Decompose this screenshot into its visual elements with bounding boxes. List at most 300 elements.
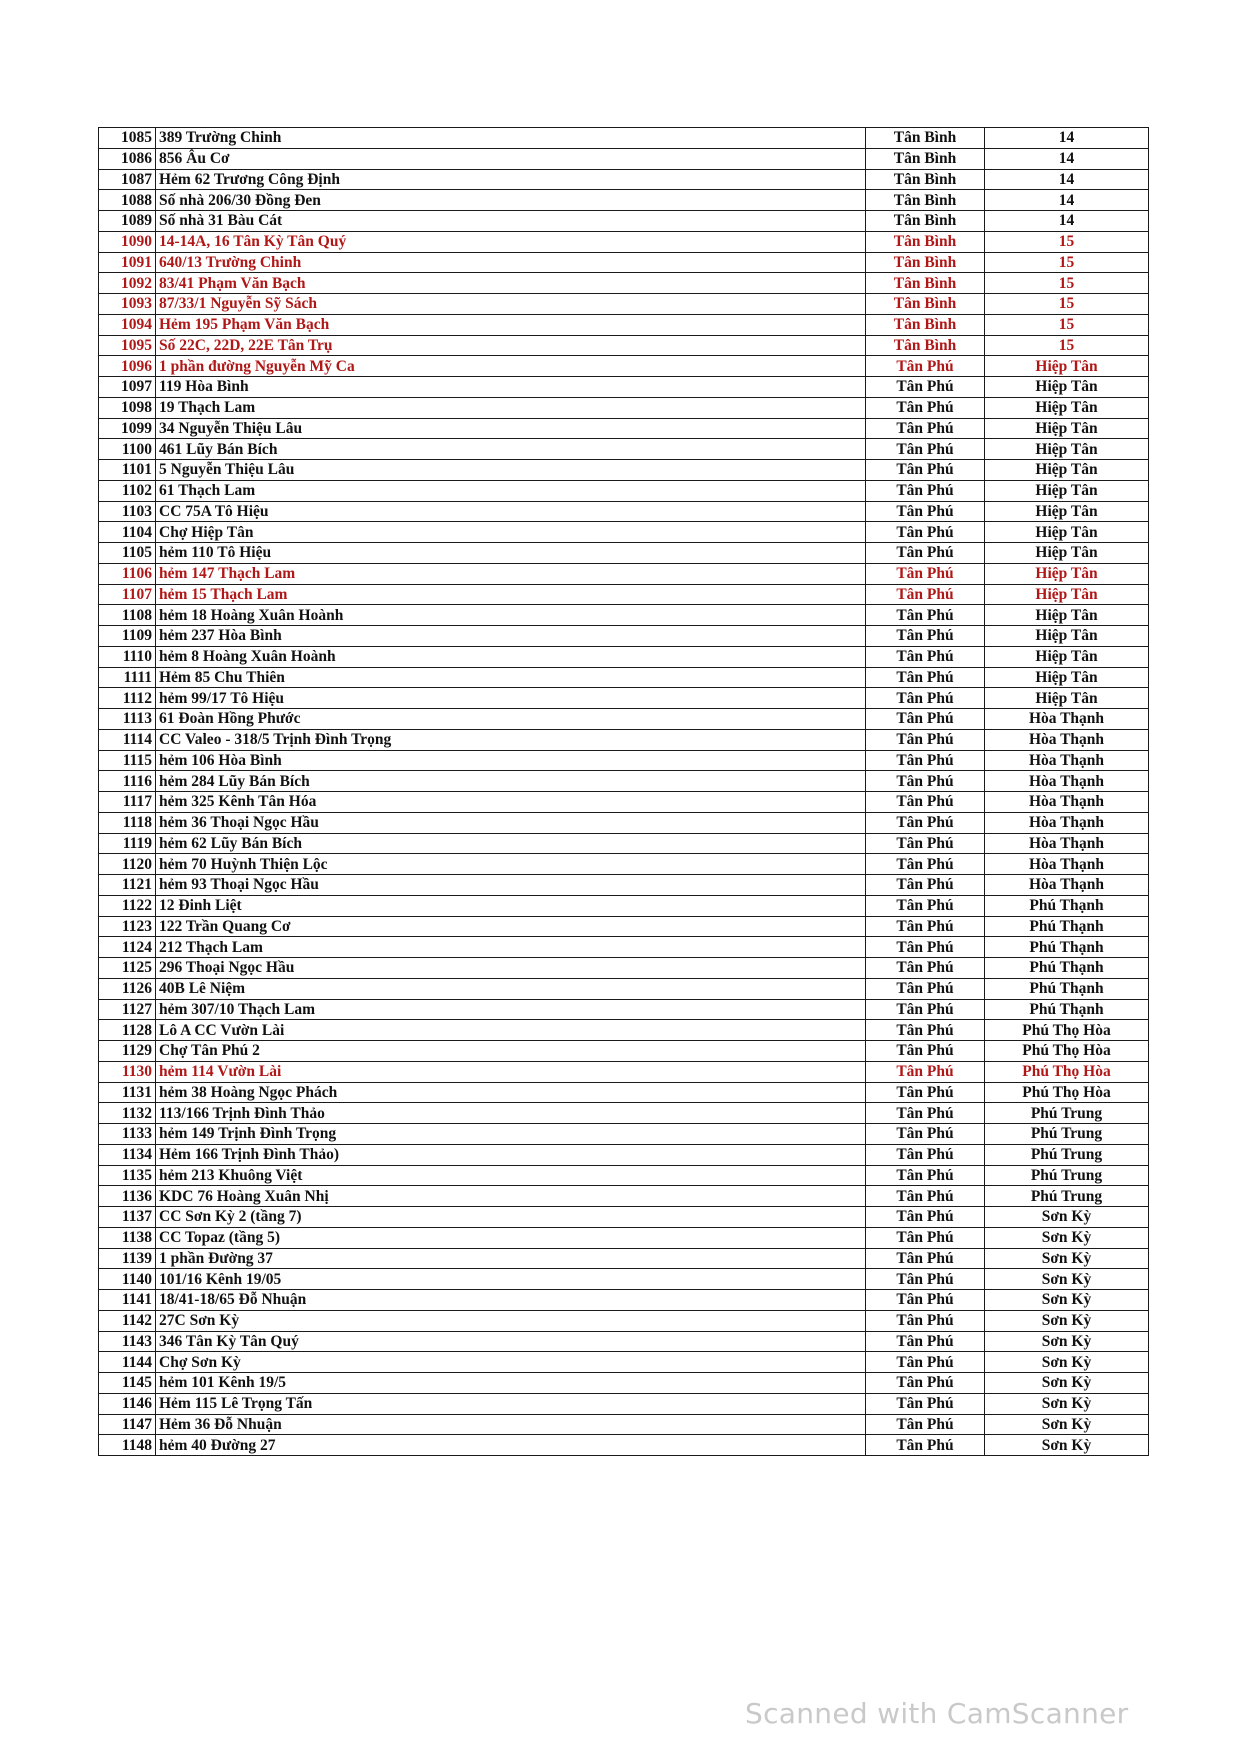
- row-number-cell: 1122: [99, 895, 156, 916]
- ward-cell: 14: [985, 128, 1149, 149]
- address-cell: 87/33/1 Nguyễn Sỹ Sách: [156, 294, 866, 315]
- table-row: [99, 1435, 1149, 1456]
- address-cell: 346 Tân Kỳ Tân Quý: [156, 1331, 866, 1352]
- ward-cell: Hiệp Tân: [985, 626, 1149, 647]
- ward-cell: 14: [985, 211, 1149, 232]
- district-cell: Tân Phú: [866, 1373, 985, 1394]
- address-cell: hẻm 18 Hoàng Xuân Hoành: [156, 605, 866, 626]
- ward-cell: Sơn Kỳ: [985, 1352, 1149, 1373]
- table-row: [99, 335, 1149, 356]
- row-number-cell: 1094: [99, 314, 156, 335]
- row-number-cell: 1087: [99, 169, 156, 190]
- ward-cell: 15: [985, 273, 1149, 294]
- address-cell: 640/13 Trường Chinh: [156, 252, 866, 273]
- table-row: [99, 667, 1149, 688]
- row-number-cell: 1146: [99, 1393, 156, 1414]
- address-table: [98, 127, 1149, 1456]
- row-number-cell: 1117: [99, 792, 156, 813]
- district-cell: Tân Phú: [866, 667, 985, 688]
- row-number-cell: 1109: [99, 626, 156, 647]
- table-row: [99, 812, 1149, 833]
- district-cell: Tân Phú: [866, 937, 985, 958]
- district-cell: Tân Phú: [866, 875, 985, 896]
- row-number-cell: 1111: [99, 667, 156, 688]
- district-cell: Tân Phú: [866, 1352, 985, 1373]
- row-number-cell: 1120: [99, 854, 156, 875]
- ward-cell: Sơn Kỳ: [985, 1393, 1149, 1414]
- district-cell: Tân Phú: [866, 916, 985, 937]
- row-number-cell: 1123: [99, 916, 156, 937]
- ward-cell: Hiệp Tân: [985, 605, 1149, 626]
- row-number-cell: 1139: [99, 1248, 156, 1269]
- row-number-cell: 1096: [99, 356, 156, 377]
- ward-cell: Sơn Kỳ: [985, 1248, 1149, 1269]
- ward-cell: Sơn Kỳ: [985, 1331, 1149, 1352]
- row-number-cell: 1114: [99, 729, 156, 750]
- row-number-cell: 1145: [99, 1373, 156, 1394]
- address-cell: 389 Trường Chinh: [156, 128, 866, 149]
- table-row: [99, 771, 1149, 792]
- district-cell: Tân Phú: [866, 1144, 985, 1165]
- table-row: [99, 1165, 1149, 1186]
- district-cell: Tân Phú: [866, 522, 985, 543]
- row-number-cell: 1131: [99, 1082, 156, 1103]
- ward-cell: Phú Trung: [985, 1124, 1149, 1145]
- ward-cell: 14: [985, 169, 1149, 190]
- row-number-cell: 1118: [99, 812, 156, 833]
- table-row: [99, 1248, 1149, 1269]
- address-cell: Hẻm 85 Chu Thiên: [156, 667, 866, 688]
- table-row: [99, 978, 1149, 999]
- ward-cell: Sơn Kỳ: [985, 1373, 1149, 1394]
- district-cell: Tân Phú: [866, 833, 985, 854]
- row-number-cell: 1110: [99, 646, 156, 667]
- table-row: [99, 605, 1149, 626]
- ward-cell: Phú Trung: [985, 1144, 1149, 1165]
- row-number-cell: 1097: [99, 377, 156, 398]
- table-row: [99, 729, 1149, 750]
- row-number-cell: 1129: [99, 1041, 156, 1062]
- table-row: [99, 522, 1149, 543]
- table-row: [99, 1310, 1149, 1331]
- table-row: [99, 646, 1149, 667]
- row-number-cell: 1107: [99, 584, 156, 605]
- address-cell: Chợ Sơn Kỳ: [156, 1352, 866, 1373]
- table-row: [99, 128, 1149, 149]
- address-cell: 61 Thạch Lam: [156, 480, 866, 501]
- address-cell: Lô A CC Vườn Lài: [156, 1020, 866, 1041]
- district-cell: Tân Bình: [866, 148, 985, 169]
- row-number-cell: 1144: [99, 1352, 156, 1373]
- ward-cell: Phú Trung: [985, 1165, 1149, 1186]
- address-cell: hẻm 38 Hoàng Ngọc Phách: [156, 1082, 866, 1103]
- row-number-cell: 1103: [99, 501, 156, 522]
- table-row: [99, 916, 1149, 937]
- ward-cell: Hiệp Tân: [985, 646, 1149, 667]
- row-number-cell: 1148: [99, 1435, 156, 1456]
- row-number-cell: 1093: [99, 294, 156, 315]
- ward-cell: Hiệp Tân: [985, 522, 1149, 543]
- address-cell: Số 22C, 22D, 22E Tân Trụ: [156, 335, 866, 356]
- table-row: [99, 1352, 1149, 1373]
- ward-cell: Hiệp Tân: [985, 667, 1149, 688]
- address-cell: hẻm 237 Hòa Bình: [156, 626, 866, 647]
- ward-cell: Hiệp Tân: [985, 397, 1149, 418]
- ward-cell: 14: [985, 190, 1149, 211]
- district-cell: Tân Phú: [866, 1061, 985, 1082]
- address-cell: hẻm 62 Lũy Bán Bích: [156, 833, 866, 854]
- address-cell: 113/166 Trịnh Đình Thảo: [156, 1103, 866, 1124]
- district-cell: Tân Phú: [866, 895, 985, 916]
- address-cell: hẻm 8 Hoàng Xuân Hoành: [156, 646, 866, 667]
- address-cell: hẻm 147 Thạch Lam: [156, 563, 866, 584]
- district-cell: Tân Phú: [866, 501, 985, 522]
- address-cell: 34 Nguyễn Thiệu Lâu: [156, 418, 866, 439]
- ward-cell: Sơn Kỳ: [985, 1269, 1149, 1290]
- district-cell: Tân Phú: [866, 460, 985, 481]
- row-number-cell: 1143: [99, 1331, 156, 1352]
- ward-cell: 15: [985, 252, 1149, 273]
- address-cell: CC Valeo - 318/5 Trịnh Đình Trọng: [156, 729, 866, 750]
- ward-cell: Sơn Kỳ: [985, 1435, 1149, 1456]
- table-row: [99, 148, 1149, 169]
- address-table-body: [99, 128, 1149, 1456]
- ward-cell: Hiệp Tân: [985, 377, 1149, 398]
- address-cell: Số nhà 31 Bàu Cát: [156, 211, 866, 232]
- row-number-cell: 1115: [99, 750, 156, 771]
- district-cell: Tân Bình: [866, 314, 985, 335]
- district-cell: Tân Phú: [866, 1435, 985, 1456]
- district-cell: Tân Phú: [866, 480, 985, 501]
- row-number-cell: 1121: [99, 875, 156, 896]
- table-row: [99, 854, 1149, 875]
- ward-cell: Hiệp Tân: [985, 584, 1149, 605]
- row-number-cell: 1126: [99, 978, 156, 999]
- address-cell: 461 Lũy Bán Bích: [156, 439, 866, 460]
- row-number-cell: 1086: [99, 148, 156, 169]
- ward-cell: Hiệp Tân: [985, 439, 1149, 460]
- district-cell: Tân Phú: [866, 1207, 985, 1228]
- address-cell: 101/16 Kênh 19/05: [156, 1269, 866, 1290]
- district-cell: Tân Phú: [866, 1020, 985, 1041]
- table-row: [99, 356, 1149, 377]
- row-number-cell: 1091: [99, 252, 156, 273]
- row-number-cell: 1127: [99, 999, 156, 1020]
- address-cell: Chợ Hiệp Tân: [156, 522, 866, 543]
- row-number-cell: 1136: [99, 1186, 156, 1207]
- district-cell: Tân Phú: [866, 792, 985, 813]
- table-row: [99, 252, 1149, 273]
- address-cell: Hẻm 195 Phạm Văn Bạch: [156, 314, 866, 335]
- row-number-cell: 1132: [99, 1103, 156, 1124]
- ward-cell: Hiệp Tân: [985, 688, 1149, 709]
- row-number-cell: 1106: [99, 563, 156, 584]
- address-cell: 27C Sơn Kỳ: [156, 1310, 866, 1331]
- ward-cell: Hòa Thạnh: [985, 750, 1149, 771]
- ward-cell: 15: [985, 335, 1149, 356]
- table-row: [99, 190, 1149, 211]
- district-cell: Tân Phú: [866, 812, 985, 833]
- address-cell: 119 Hòa Bình: [156, 377, 866, 398]
- row-number-cell: 1092: [99, 273, 156, 294]
- district-cell: Tân Phú: [866, 1269, 985, 1290]
- district-cell: Tân Phú: [866, 709, 985, 730]
- ward-cell: 15: [985, 294, 1149, 315]
- table-row: [99, 1020, 1149, 1041]
- row-number-cell: 1147: [99, 1414, 156, 1435]
- address-cell: hẻm 70 Huỳnh Thiện Lộc: [156, 854, 866, 875]
- address-cell: 14-14A, 16 Tân Kỳ Tân Quý: [156, 231, 866, 252]
- address-cell: hẻm 284 Lũy Bán Bích: [156, 771, 866, 792]
- address-cell: 19 Thạch Lam: [156, 397, 866, 418]
- address-cell: Chợ Tân Phú 2: [156, 1041, 866, 1062]
- district-cell: Tân Phú: [866, 439, 985, 460]
- district-cell: Tân Phú: [866, 854, 985, 875]
- table-row: [99, 833, 1149, 854]
- address-cell: Hẻm 36 Đỗ Nhuận: [156, 1414, 866, 1435]
- ward-cell: Sơn Kỳ: [985, 1207, 1149, 1228]
- row-number-cell: 1088: [99, 190, 156, 211]
- table-row: [99, 439, 1149, 460]
- address-cell: Hẻm 115 Lê Trọng Tấn: [156, 1393, 866, 1414]
- table-row: [99, 999, 1149, 1020]
- table-row: [99, 792, 1149, 813]
- table-row: [99, 273, 1149, 294]
- row-number-cell: 1142: [99, 1310, 156, 1331]
- ward-cell: Hiệp Tân: [985, 460, 1149, 481]
- table-row: [99, 1041, 1149, 1062]
- address-cell: 856 Âu Cơ: [156, 148, 866, 169]
- row-number-cell: 1130: [99, 1061, 156, 1082]
- row-number-cell: 1099: [99, 418, 156, 439]
- district-cell: Tân Phú: [866, 584, 985, 605]
- district-cell: Tân Phú: [866, 1165, 985, 1186]
- address-cell: hẻm 110 Tô Hiệu: [156, 543, 866, 564]
- address-cell: Hẻm 62 Trương Công Định: [156, 169, 866, 190]
- district-cell: Tân Phú: [866, 646, 985, 667]
- address-cell: 61 Đoàn Hồng Phước: [156, 709, 866, 730]
- row-number-cell: 1095: [99, 335, 156, 356]
- ward-cell: Hòa Thạnh: [985, 854, 1149, 875]
- address-cell: hẻm 307/10 Thạch Lam: [156, 999, 866, 1020]
- ward-cell: Phú Trung: [985, 1103, 1149, 1124]
- ward-cell: Phú Thọ Hòa: [985, 1020, 1149, 1041]
- address-cell: hẻm 36 Thoại Ngọc Hầu: [156, 812, 866, 833]
- address-cell: 18/41-18/65 Đỗ Nhuận: [156, 1290, 866, 1311]
- table-row: [99, 563, 1149, 584]
- row-number-cell: 1085: [99, 128, 156, 149]
- ward-cell: Phú Thọ Hòa: [985, 1041, 1149, 1062]
- table-row: [99, 480, 1149, 501]
- row-number-cell: 1090: [99, 231, 156, 252]
- ward-cell: 15: [985, 231, 1149, 252]
- row-number-cell: 1104: [99, 522, 156, 543]
- address-cell: 5 Nguyễn Thiệu Lâu: [156, 460, 866, 481]
- table-row: [99, 937, 1149, 958]
- district-cell: Tân Bình: [866, 252, 985, 273]
- ward-cell: Phú Thạnh: [985, 916, 1149, 937]
- table-row: [99, 314, 1149, 335]
- table-row: [99, 1331, 1149, 1352]
- camscanner-watermark: Scanned with CamScanner: [745, 1697, 1129, 1730]
- table-row: [99, 1082, 1149, 1103]
- district-cell: Tân Phú: [866, 1041, 985, 1062]
- table-row: [99, 709, 1149, 730]
- address-cell: CC Topaz (tầng 5): [156, 1227, 866, 1248]
- table-row: [99, 418, 1149, 439]
- address-cell: Số nhà 206/30 Đồng Đen: [156, 190, 866, 211]
- district-cell: Tân Phú: [866, 729, 985, 750]
- district-cell: Tân Bình: [866, 273, 985, 294]
- district-cell: Tân Phú: [866, 1310, 985, 1331]
- district-cell: Tân Phú: [866, 563, 985, 584]
- district-cell: Tân Phú: [866, 688, 985, 709]
- table-row: [99, 688, 1149, 709]
- table-row: [99, 294, 1149, 315]
- ward-cell: Sơn Kỳ: [985, 1290, 1149, 1311]
- district-cell: Tân Phú: [866, 1331, 985, 1352]
- table-row: [99, 1124, 1149, 1145]
- row-number-cell: 1128: [99, 1020, 156, 1041]
- row-number-cell: 1134: [99, 1144, 156, 1165]
- address-cell: CC Sơn Kỳ 2 (tầng 7): [156, 1207, 866, 1228]
- district-cell: Tân Bình: [866, 231, 985, 252]
- address-cell: 1 phần đường Nguyễn Mỹ Ca: [156, 356, 866, 377]
- ward-cell: 15: [985, 314, 1149, 335]
- ward-cell: Phú Thọ Hòa: [985, 1061, 1149, 1082]
- table-row: [99, 397, 1149, 418]
- table-row: [99, 1373, 1149, 1394]
- row-number-cell: 1133: [99, 1124, 156, 1145]
- ward-cell: Hòa Thạnh: [985, 812, 1149, 833]
- row-number-cell: 1141: [99, 1290, 156, 1311]
- ward-cell: Hiệp Tân: [985, 418, 1149, 439]
- ward-cell: Phú Thạnh: [985, 958, 1149, 979]
- table-row: [99, 1207, 1149, 1228]
- address-cell: 296 Thoại Ngọc Hầu: [156, 958, 866, 979]
- ward-cell: Phú Thạnh: [985, 978, 1149, 999]
- row-number-cell: 1102: [99, 480, 156, 501]
- district-cell: Tân Phú: [866, 1393, 985, 1414]
- ward-cell: Hòa Thạnh: [985, 833, 1149, 854]
- district-cell: Tân Bình: [866, 128, 985, 149]
- address-cell: 83/41 Phạm Văn Bạch: [156, 273, 866, 294]
- table-row: [99, 501, 1149, 522]
- address-cell: hẻm 325 Kênh Tân Hóa: [156, 792, 866, 813]
- table-row: [99, 1144, 1149, 1165]
- ward-cell: Sơn Kỳ: [985, 1227, 1149, 1248]
- ward-cell: Hiệp Tân: [985, 501, 1149, 522]
- row-number-cell: 1124: [99, 937, 156, 958]
- table-row: [99, 1227, 1149, 1248]
- district-cell: Tân Phú: [866, 958, 985, 979]
- address-cell: hẻm 101 Kênh 19/5: [156, 1373, 866, 1394]
- address-cell: 1 phần Đường 37: [156, 1248, 866, 1269]
- district-cell: Tân Phú: [866, 1082, 985, 1103]
- address-cell: 40B Lê Niệm: [156, 978, 866, 999]
- row-number-cell: 1089: [99, 211, 156, 232]
- district-cell: Tân Bình: [866, 335, 985, 356]
- ward-cell: Sơn Kỳ: [985, 1310, 1149, 1331]
- district-cell: Tân Phú: [866, 397, 985, 418]
- address-cell: 12 Đinh Liệt: [156, 895, 866, 916]
- ward-cell: Hiệp Tân: [985, 543, 1149, 564]
- address-cell: hẻm 40 Đường 27: [156, 1435, 866, 1456]
- ward-cell: Phú Thạnh: [985, 895, 1149, 916]
- row-number-cell: 1125: [99, 958, 156, 979]
- ward-cell: Hiệp Tân: [985, 563, 1149, 584]
- row-number-cell: 1116: [99, 771, 156, 792]
- ward-cell: Hòa Thạnh: [985, 875, 1149, 896]
- district-cell: Tân Phú: [866, 418, 985, 439]
- table-row: [99, 750, 1149, 771]
- district-cell: Tân Bình: [866, 294, 985, 315]
- district-cell: Tân Phú: [866, 605, 985, 626]
- ward-cell: Hòa Thạnh: [985, 709, 1149, 730]
- row-number-cell: 1140: [99, 1269, 156, 1290]
- table-row: [99, 1186, 1149, 1207]
- table-row: [99, 626, 1149, 647]
- row-number-cell: 1100: [99, 439, 156, 460]
- table-row: [99, 1061, 1149, 1082]
- district-cell: Tân Bình: [866, 211, 985, 232]
- district-cell: Tân Phú: [866, 1248, 985, 1269]
- address-cell: hẻm 93 Thoại Ngọc Hầu: [156, 875, 866, 896]
- district-cell: Tân Phú: [866, 1414, 985, 1435]
- ward-cell: Phú Thạnh: [985, 937, 1149, 958]
- table-row: [99, 1393, 1149, 1414]
- district-cell: Tân Phú: [866, 626, 985, 647]
- district-cell: Tân Phú: [866, 377, 985, 398]
- table-row: [99, 958, 1149, 979]
- district-cell: Tân Phú: [866, 1290, 985, 1311]
- table-row: [99, 211, 1149, 232]
- row-number-cell: 1138: [99, 1227, 156, 1248]
- district-cell: Tân Phú: [866, 978, 985, 999]
- ward-cell: Phú Thọ Hòa: [985, 1082, 1149, 1103]
- ward-cell: Hòa Thạnh: [985, 729, 1149, 750]
- ward-cell: Sơn Kỳ: [985, 1414, 1149, 1435]
- row-number-cell: 1112: [99, 688, 156, 709]
- table-row: [99, 1290, 1149, 1311]
- address-cell: hẻm 213 Khuông Việt: [156, 1165, 866, 1186]
- table-row: [99, 169, 1149, 190]
- row-number-cell: 1113: [99, 709, 156, 730]
- row-number-cell: 1119: [99, 833, 156, 854]
- district-cell: Tân Phú: [866, 1103, 985, 1124]
- row-number-cell: 1108: [99, 605, 156, 626]
- row-number-cell: 1098: [99, 397, 156, 418]
- row-number-cell: 1135: [99, 1165, 156, 1186]
- address-cell: Hẻm 166 Trịnh Đình Thảo): [156, 1144, 866, 1165]
- district-cell: Tân Bình: [866, 190, 985, 211]
- address-cell: CC 75A Tô Hiệu: [156, 501, 866, 522]
- table-row: [99, 231, 1149, 252]
- district-cell: Tân Phú: [866, 356, 985, 377]
- address-cell: hẻm 149 Trịnh Đình Trọng: [156, 1124, 866, 1145]
- ward-cell: Phú Thạnh: [985, 999, 1149, 1020]
- district-cell: Tân Phú: [866, 1124, 985, 1145]
- address-cell: hẻm 15 Thạch Lam: [156, 584, 866, 605]
- row-number-cell: 1137: [99, 1207, 156, 1228]
- district-cell: Tân Phú: [866, 750, 985, 771]
- row-number-cell: 1105: [99, 543, 156, 564]
- row-number-cell: 1101: [99, 460, 156, 481]
- address-cell: 212 Thạch Lam: [156, 937, 866, 958]
- address-cell: hẻm 99/17 Tô Hiệu: [156, 688, 866, 709]
- ward-cell: Phú Trung: [985, 1186, 1149, 1207]
- table-row: [99, 1269, 1149, 1290]
